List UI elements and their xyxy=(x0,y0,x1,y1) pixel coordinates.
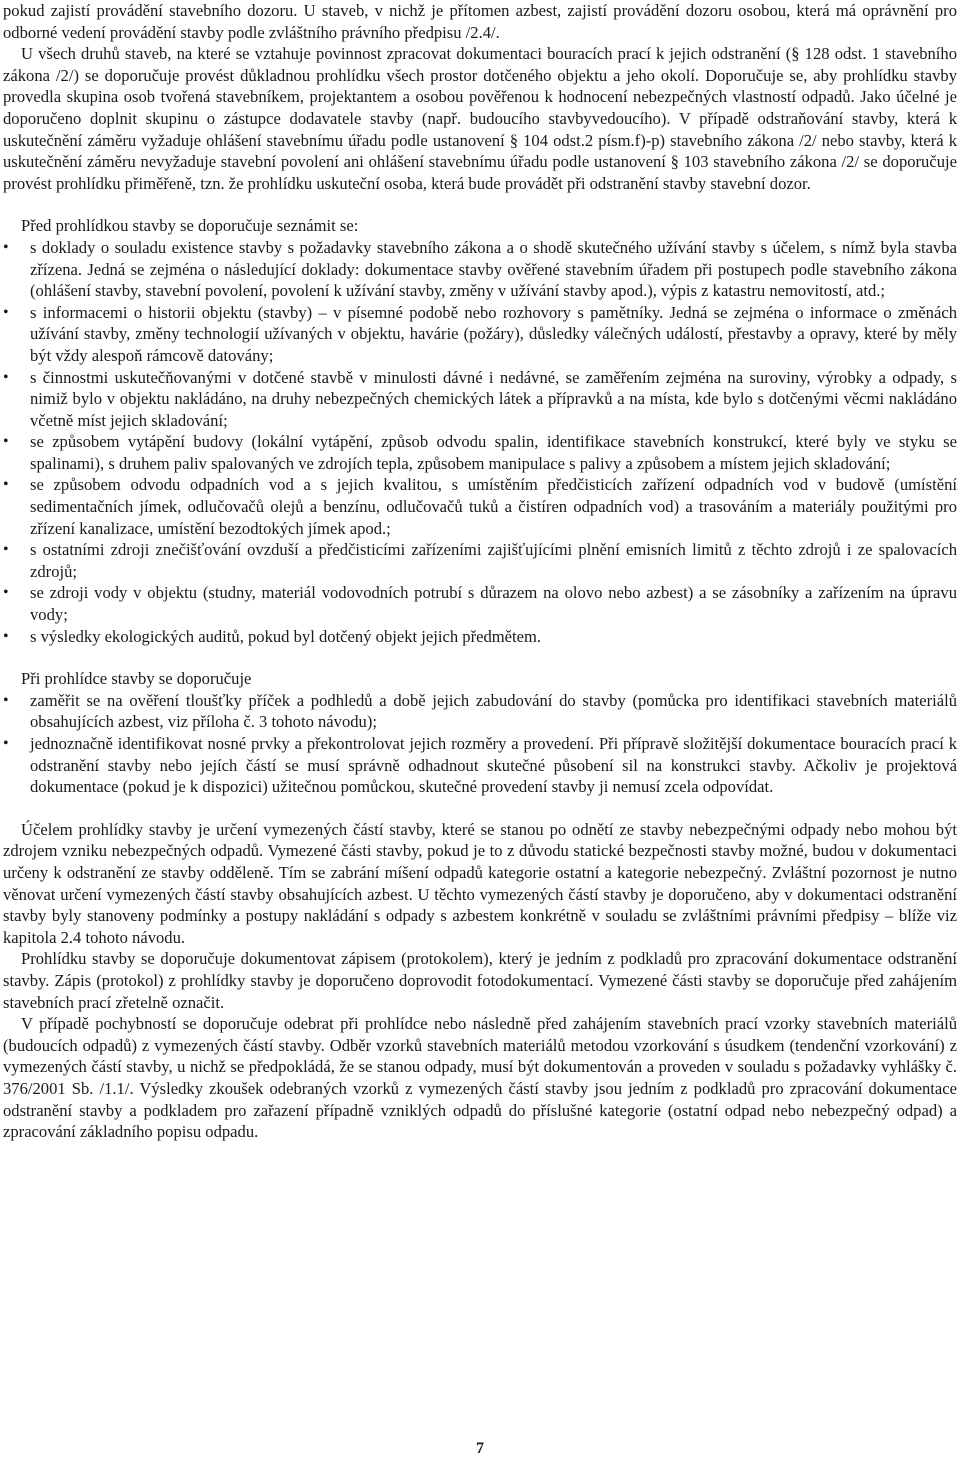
list-item: • zaměřit se na ověření tloušťky příček a podhledů a době jejich zabudování do stavby (pomůcka pro identifikaci stavebních materiálů obsahujících azbest, viz příloha č. 3 tohoto návodu); xyxy=(3,690,957,733)
list-item: • s výsledky ekologických auditů, pokud byl dotčený objekt jejich předmětem. xyxy=(3,626,957,648)
list-item: • jednoznačně identifikovat nosné prvky a překontrolovat jejich rozměry a provedení. Při přípravě složitější dokumentace bouracích prací k odstranění stavby nebo jejích částí se musí správně odhadnout skutečné působení sil na konstrukci stavby. Ačkoliv je projektová dokumentace (pokud je k dispozici) užitečnou pomůckou, skutečné provedení stavby ji nemusí zcela odpovídat. xyxy=(3,733,957,798)
paragraph-continued: pokud zajistí provádění stavebního dozoru. U staveb, v nichž je přítomen azbest, zajistí provádění dozoru osobou, která má oprávnění pro odborné vedení provádění stavby podle zvláštního právního předpisu /2.4/. xyxy=(3,1,957,42)
bullet-list-before-inspection xyxy=(3,237,957,647)
list-item: • s činnostmi uskutečňovanými v dotčené stavbě v minulosti dávné i nedávné, se zaměřením zejména na suroviny, výrobky a odpady, s nimiž bylo v objektu nakládáno, na druhy nebezpečných chemických látek a přípravků a na místa, kde bylo s dotčenými věcmi nakládáno včetně míst jejich skladování; xyxy=(3,367,957,432)
spacer xyxy=(3,647,957,668)
list-item: • se zdroji vody v objektu (studny, materiál vodovodních potrubí s důrazem na olovo nebo azbest) a se zásobníky a zařízením na úpravu vody; xyxy=(3,582,957,625)
spacer xyxy=(3,798,957,819)
section-intro-before-inspection: Před prohlídkou stavby se doporučuje seznámit se: xyxy=(21,216,359,236)
list-item: • s ostatními zdroji znečišťování ovzduší a předčisticími zařízeními zajišťujícími plnění emisních limitů z těchto zdrojů i ze spalovacích zdrojů; xyxy=(3,539,957,582)
list-item: • se způsobem odvodu odpadních vod a s jejich kvalitou, s umístěním předčisticích zařízení odpadních vod v budově (umístění sedimentačních jímek, odlučovačů olejů a benzínu, odlučovačů tuků a čistíren odpadních vod) a trasováním a materiály použitými pro zřízení kanalizace, umístění bezodtokých jímek apod.; xyxy=(3,474,957,539)
paragraph-documentation: Prohlídku stavby se doporučuje dokumentovat zápisem (protokolem), který je jedním z podkladů pro zpracování dokumentace odstranění stavby. Zápis (protokol) z prohlídky stavby je doporučeno doprovodit fotodokumentací. Vymezené části stavby se doporučuje před zahájením stavebních prací zřetelně označit. xyxy=(3,949,957,1012)
paragraph-building-inspection: U všech druhů staveb, na které se vztahuje povinnost zpracovat dokumentaci bouracích prací k jejich odstranění (§ 128 odst. 1 stavebního zákona /2/) se doporučuje provést důkladnou prohlídku všech prostor dotčeného objektu a jeho okolí. Doporučuje se, aby prohlídku stavby provedla skupina osob tvořená stavebníkem, projektantem a osobou pověřenou k hodnocení nebezpečných vlastností odpadů. Jako účelné je doporučeno doplnit skupinu o zástupce dodavatele stavby (např. budoucího stavbyvedoucího). V případě odstraňování stavby, která k uskutečnění záměru vyžaduje ohlášení stavebnímu úřadu podle ustanovení § 104 odst.2 písm.f)-p) stavebního zákona /2/ nebo stavby, která k uskutečnění záměru nevyžaduje stavební povolení ani ohlášení stavebnímu úřadu podle ustanovení § 103 stavebního zákona /2/ se doporučuje provést prohlídku přiměřeně, tzn. že prohlídku uskuteční osoba, která bude provádět při odstranění stavby stavební dozor. xyxy=(3,44,957,193)
spacer xyxy=(3,194,957,215)
list-item: • se způsobem vytápění budovy (lokální vytápění, způsob odvodu spalin, identifikace stavebních konstrukcí, které byly ve styku se spalinami), s druhem paliv spalovaných ve zdrojích tepla, způsobem manipulace s palivy a způsobem a místem jejich skladování; xyxy=(3,431,957,474)
section-intro-during-inspection: Při prohlídce stavby se doporučuje xyxy=(21,669,252,689)
page-number: 7 xyxy=(476,1440,484,1457)
paragraph-sampling: V případě pochybností se doporučuje odebrat při prohlídce nebo následně před zahájením stavebních prací vzorky stavebních materiálů (budoucích odpadů) z vymezených částí stavby. Odběr vzorků stavebních materiálů metodou vzorkování s úsudkem (tendenční vzorkování) z vymezených částí stavby, u nichž se předpokládá, že se stanou odpady, musí být dokumentován a proveden v souladu s požadavky vyhlášky č. 376/2001 Sb. /1.1/. Výsledky zkoušek odebraných vzorků z vymezených částí stavby jsou jedním z podkladů pro zpracování dokumentace odstranění stavby a podkladem pro zařazení případně vzniklých odpadů do příslušné kategorie (ostatní odpad nebo nebezpečný odpad) a zpracování základního popisu odpadu. xyxy=(3,1014,957,1142)
list-item: • s informacemi o historii objektu (stavby) – v písemné podobě nebo rozhovory s pamětníky. Jedná se zejména o informace o změnách užívání stavby, změny technologií užívaných v objektu, havárie (požáry), důsledky válečných událostí, přestavby a opravy, které by měly být vždy alespoň rámcově datovány; xyxy=(3,302,957,367)
list-item: • s doklady o souladu existence stavby s požadavky stavebního zákona a o shodě skutečného užívání stavby s účelem, s nímž byla stavba zřízena. Jedná se zejména o následující doklady: dokumentace stavby ověřené stavebním úřadem při postupech podle stavebního zákona (ohlášení stavby, stavební povolení, povolení k užívání stavby, změny v užívání stavby apod.), výpis z katastru nemovitostí, atd.; xyxy=(3,237,957,302)
paragraph-purpose: Účelem prohlídky stavby je určení vymezených částí stavby, které se stanou po odnětí ze stavby nebezpečnými odpady nebo mohou být zdrojem vzniku nebezpečných odpadů. Vymezené části stavby, pokud je to z důvodu statické bezpečnosti stavby možné, budou v dokumentaci určeny k odstranění ze stavby odděleně. Tím se zabrání míšení odpadů kategorie ostatní a kategorie nebezpečný. Zvláštní pozornost je nutno věnovat určení vymezených částí stavby obsahujících azbest. U těchto vymezených částí stavby je doporučeno, aby v dokumentaci odstranění stavby byly stanoveny podmínky a postupy nakládání s odpady s azbestem konkrétně v souladu se zvláštními právními předpisy – blíže viz kapitola 2.4 tohoto návodu. xyxy=(3,819,957,947)
bullet-list-during-inspection xyxy=(3,690,957,798)
